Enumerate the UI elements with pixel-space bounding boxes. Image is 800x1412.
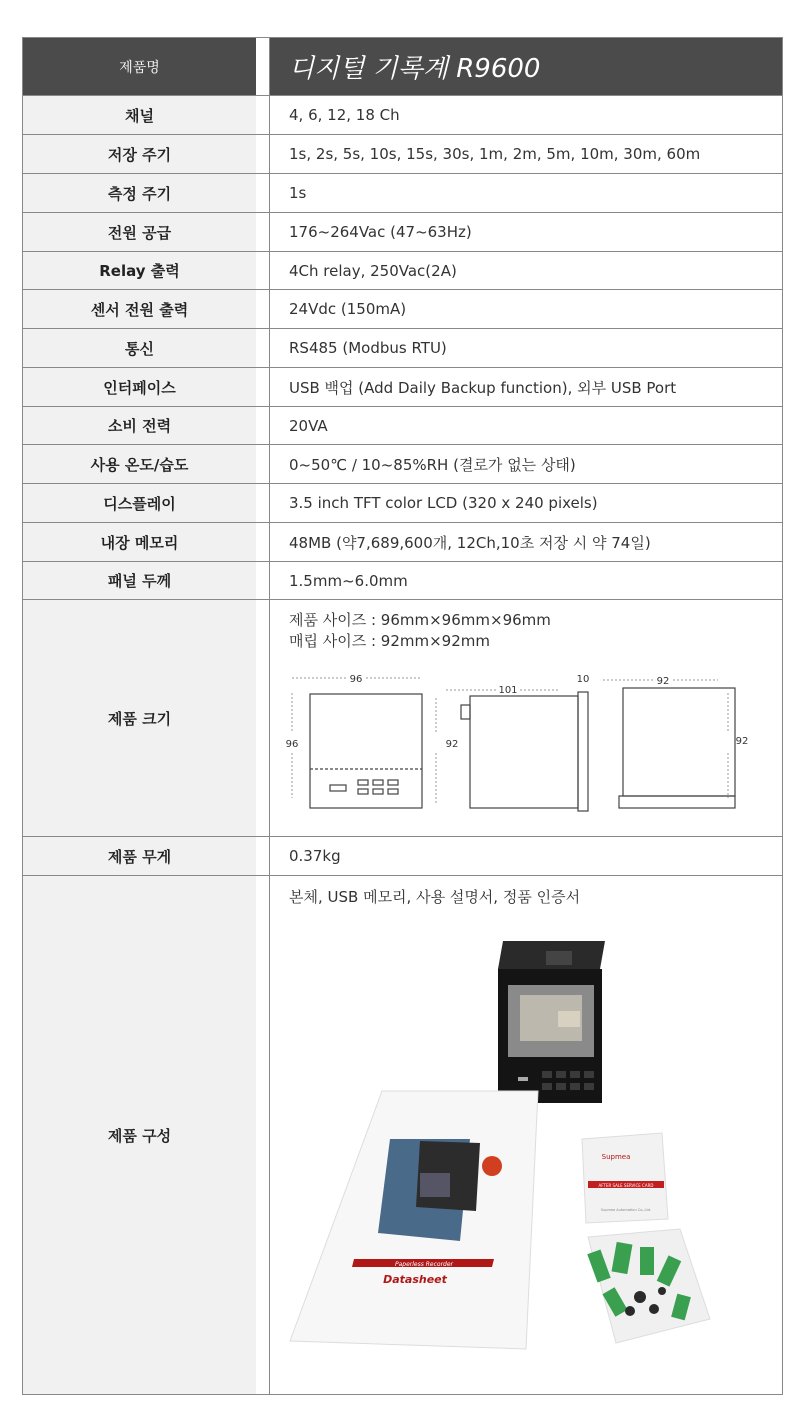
spec-value: 1.5mm~6.0mm [269,562,783,599]
spec-label: 측정 주기 [22,174,256,212]
size-row [22,600,783,837]
cutout-width-label: 92 [656,676,670,687]
cutout-height-label: 92 [735,736,749,747]
spec-value: 48MB (약7,689,600개, 12Ch,10초 저장 시 약 74일) [269,523,783,561]
spec-value: 1s [269,174,783,212]
spec-label: 사용 온도/습도 [22,445,256,483]
spec-label: 채널 [22,96,256,134]
spec-label: 디스플레이 [22,484,256,522]
spec-row [22,252,783,290]
spec-value: 3.5 inch TFT color LCD (320 x 240 pixels) [269,484,783,522]
spec-value: 1s, 2s, 5s, 10s, 15s, 30s, 1m, 2m, 5m, 10m, 30m, 60m [269,135,783,173]
spec-row [22,368,783,407]
weight-row [22,837,783,876]
datasheet-title: Datasheet [383,1273,447,1286]
spec-label: Relay 출력 [22,252,256,289]
size-label: 제품 크기 [22,600,256,836]
spec-row [22,329,783,368]
recorder-device [498,941,605,1103]
spec-value: 0~50℃ / 10~85%RH (결로가 없는 상태) [269,445,783,483]
spec-label: 저장 주기 [22,135,256,173]
dimension-drawing [270,658,760,818]
product-photo [270,911,764,1371]
title-row [22,37,783,96]
spec-row [22,445,783,484]
spec-value: 4, 6, 12, 18 Ch [269,96,783,134]
spec-label: 통신 [22,329,256,367]
spec-value: 4Ch relay, 250Vac(2A) [269,252,783,289]
header-label: 제품명 [22,38,256,95]
weight-value: 0.37kg [269,837,783,875]
side-flange-label: 10 [576,674,590,685]
spec-label: 패널 두께 [22,562,256,599]
terminal-block-bag [587,1229,710,1343]
card-footer: Supmea Automation Co.,Ltd. [600,1208,652,1212]
spec-value: RS485 (Modbus RTU) [269,329,783,367]
spec-value: USB 백업 (Add Daily Backup function), 외부 USB Port [269,368,783,406]
spec-label: 소비 전력 [22,407,256,444]
front-height-label: 96 [285,739,299,750]
spec-value: 24Vdc (150mA) [269,290,783,328]
weight-label: 제품 무게 [22,837,256,875]
side-height-label: 92 [445,739,459,750]
datasheet-booklet [290,1091,538,1349]
spec-label: 전원 공급 [22,213,256,251]
size-line-1: 제품 사이즈 : 96mm×96mm×96mm [289,611,551,629]
contents-label: 제품 구성 [22,876,256,1394]
datasheet-brand: Paperless Recorder [394,1261,454,1268]
front-width-label: 96 [349,674,363,685]
spec-label: 센서 전원 출력 [22,290,256,328]
contents-value [269,876,783,1394]
spec-row [22,213,783,252]
spec-value: 176~264Vac (47~63Hz) [269,213,783,251]
spec-label: 인터페이스 [22,368,256,406]
side-depth-label: 101 [498,685,518,696]
spec-row [22,407,783,445]
size-line-2: 매립 사이즈 : 92mm×92mm [289,632,490,650]
card-brand: Supmea [601,1153,631,1161]
spec-row [22,484,783,523]
spec-row [22,562,783,600]
spec-value: 20VA [269,407,783,444]
spec-row [22,290,783,329]
spec-row [22,96,783,135]
product-title: 디지털 기록계 R9600 [269,38,783,95]
size-value [269,600,783,836]
contents-text: 본체, USB 메모리, 사용 설명서, 정품 인증서 [289,888,581,906]
service-card [582,1133,668,1223]
card-title: AFTER SALE SERVICE CARD [598,1183,654,1188]
contents-row [22,876,783,1395]
spec-table [22,37,783,1395]
spec-label: 내장 메모리 [22,523,256,561]
spec-row [22,135,783,174]
spec-row [22,523,783,562]
spec-row [22,174,783,213]
